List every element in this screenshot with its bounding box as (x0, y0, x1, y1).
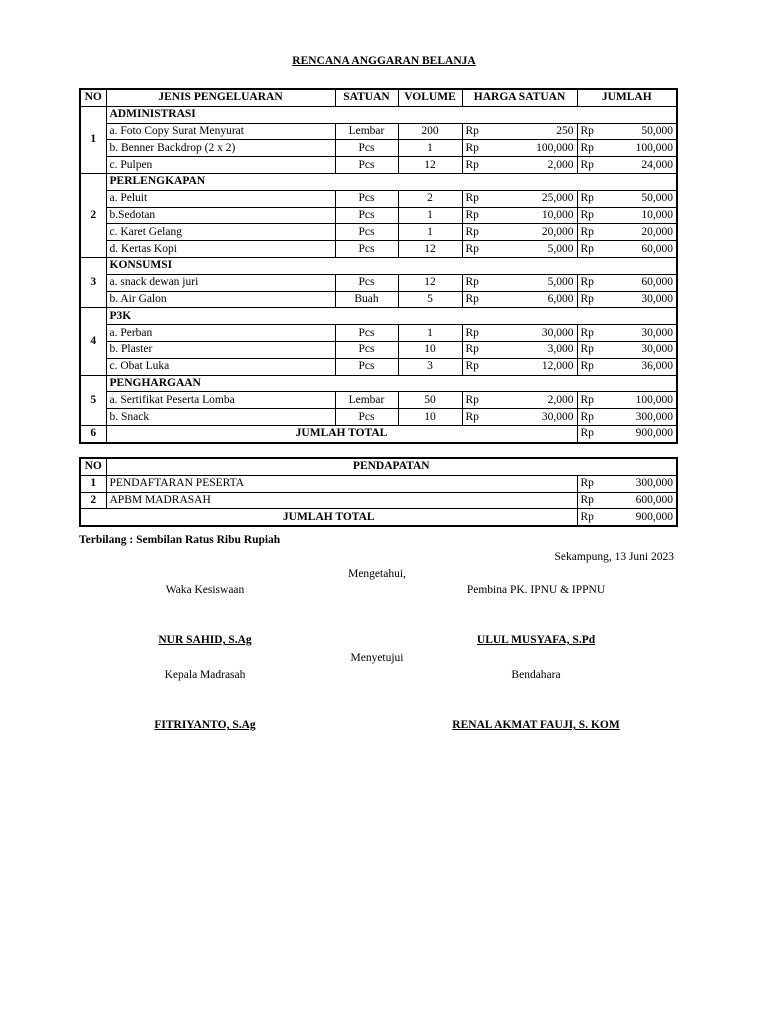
income-total-label: JUMLAH TOTAL (80, 509, 577, 526)
header-harga: HARGA SATUAN (462, 89, 577, 106)
item-satuan: Pcs (335, 274, 398, 291)
total-currency: Rp (577, 425, 605, 442)
total-value: 900,000 (605, 425, 677, 442)
item-jumlah-currency: Rp (577, 341, 605, 358)
item-satuan: Pcs (335, 341, 398, 358)
item-name: b. Plaster (106, 341, 335, 358)
item-jumlah: 60,000 (605, 274, 677, 291)
item-volume: 2 (398, 190, 462, 207)
income-total-currency: Rp (577, 509, 605, 526)
item-satuan: Lembar (335, 123, 398, 140)
total-number: 6 (80, 425, 106, 442)
item-jumlah-currency: Rp (577, 392, 605, 409)
item-name: a. Perban (106, 325, 335, 342)
item-harga: 2,000 (489, 157, 577, 174)
left-role-1: Waka Kesiswaan (165, 584, 245, 596)
item-harga: 6,000 (489, 291, 577, 308)
item-jumlah-currency: Rp (577, 157, 605, 174)
item-harga: 30,000 (489, 325, 577, 342)
item-name: b. Benner Backdrop (2 x 2) (106, 140, 335, 157)
item-jumlah: 60,000 (605, 241, 677, 258)
item-jumlah: 100,000 (605, 392, 677, 409)
item-satuan: Pcs (335, 190, 398, 207)
group-header-row (80, 106, 677, 123)
header-jumlah: JUMLAH (577, 89, 677, 106)
item-volume: 5 (398, 291, 462, 308)
item-volume: 12 (398, 157, 462, 174)
item-jumlah: 300,000 (605, 409, 677, 426)
item-volume: 10 (398, 409, 462, 426)
item-satuan: Pcs (335, 241, 398, 258)
income-body (80, 458, 677, 526)
item-volume: 200 (398, 123, 462, 140)
table-row (80, 409, 677, 426)
place-date: Sekampung, 13 Juni 2023 (554, 551, 674, 563)
item-jumlah: 30,000 (605, 341, 677, 358)
income-value: 600,000 (605, 492, 677, 509)
item-satuan: Pcs (335, 358, 398, 375)
item-volume: 1 (398, 140, 462, 157)
item-harga-currency: Rp (462, 140, 489, 157)
budget-total-row (80, 425, 677, 442)
table-row (80, 140, 677, 157)
income-header-label: PENDAPATAN (106, 458, 677, 475)
income-source: APBM MADRASAH (106, 492, 577, 509)
group-name: PERLENGKAPAN (106, 173, 677, 190)
budget-body (80, 106, 677, 442)
item-jumlah-currency: Rp (577, 140, 605, 157)
item-jumlah: 24,000 (605, 157, 677, 174)
item-name: a. Foto Copy Surat Menyurat (106, 123, 335, 140)
item-jumlah: 20,000 (605, 224, 677, 241)
table-row (80, 157, 677, 174)
income-total-value: 900,000 (605, 509, 677, 526)
left-role-2: Kepala Madrasah (164, 669, 246, 681)
item-name: a. snack dewan juri (106, 274, 335, 291)
total-label: JUMLAH TOTAL (106, 425, 577, 442)
terbilang-text: Terbilang : Sembilan Ratus Ribu Rupiah (79, 534, 281, 546)
item-volume: 12 (398, 274, 462, 291)
group-name: PENGHARGAAN (106, 375, 677, 392)
item-harga-currency: Rp (462, 224, 489, 241)
item-harga-currency: Rp (462, 392, 489, 409)
table-row (80, 274, 677, 291)
group-number: 5 (80, 375, 106, 425)
item-harga: 25,000 (489, 190, 577, 207)
item-jumlah-currency: Rp (577, 274, 605, 291)
table-row (80, 207, 677, 224)
item-harga: 12,000 (489, 358, 577, 375)
item-volume: 3 (398, 358, 462, 375)
item-name: c. Pulpen (106, 157, 335, 174)
item-harga-currency: Rp (462, 358, 489, 375)
item-name: c. Obat Luka (106, 358, 335, 375)
item-jumlah-currency: Rp (577, 325, 605, 342)
header-jenis: JENIS PENGELUARAN (106, 89, 335, 106)
income-currency: Rp (577, 492, 605, 509)
item-volume: 50 (398, 392, 462, 409)
item-harga-currency: Rp (462, 157, 489, 174)
group-header-row (80, 173, 677, 190)
income-row (80, 492, 677, 509)
table-row (80, 325, 677, 342)
item-satuan: Buah (335, 291, 398, 308)
income-number: 1 (80, 475, 106, 492)
income-header-row (80, 458, 677, 475)
income-currency: Rp (577, 475, 605, 492)
item-name: b.Sedotan (106, 207, 335, 224)
item-satuan: Pcs (335, 325, 398, 342)
item-name: a. Peluit (106, 190, 335, 207)
item-satuan: Pcs (335, 409, 398, 426)
item-jumlah: 30,000 (605, 325, 677, 342)
item-harga: 5,000 (489, 241, 577, 258)
item-harga: 5,000 (489, 274, 577, 291)
item-harga: 20,000 (489, 224, 577, 241)
item-jumlah: 50,000 (605, 190, 677, 207)
item-jumlah-currency: Rp (577, 409, 605, 426)
income-total-row (80, 509, 677, 526)
table-row (80, 358, 677, 375)
group-number: 3 (80, 257, 106, 307)
item-jumlah-currency: Rp (577, 224, 605, 241)
item-satuan: Pcs (335, 224, 398, 241)
item-harga-currency: Rp (462, 207, 489, 224)
group-name: P3K (106, 308, 677, 325)
item-jumlah: 100,000 (605, 140, 677, 157)
left-signatory-2: FITRIYANTO, S.Ag (154, 719, 256, 731)
group-header-row (80, 257, 677, 274)
item-volume: 10 (398, 341, 462, 358)
item-name: a. Sertifikat Peserta Lomba (106, 392, 335, 409)
item-jumlah: 36,000 (605, 358, 677, 375)
table-row (80, 123, 677, 140)
income-value: 300,000 (605, 475, 677, 492)
item-satuan: Pcs (335, 157, 398, 174)
item-name: b. Snack (106, 409, 335, 426)
income-row (80, 475, 677, 492)
item-jumlah: 10,000 (605, 207, 677, 224)
income-number: 2 (80, 492, 106, 509)
group-name: ADMINISTRASI (106, 106, 677, 123)
menyetujui-label: Menyetujui (350, 652, 404, 664)
group-number: 2 (80, 173, 106, 257)
group-header-row (80, 308, 677, 325)
item-harga-currency: Rp (462, 291, 489, 308)
right-signatory-2: RENAL AKMAT FAUJI, S. KOM (452, 719, 620, 731)
group-name: KONSUMSI (106, 257, 677, 274)
group-number: 4 (80, 308, 106, 375)
item-volume: 1 (398, 325, 462, 342)
income-header-no: NO (80, 458, 106, 475)
item-jumlah-currency: Rp (577, 291, 605, 308)
item-harga: 3,000 (489, 341, 577, 358)
budget-table (79, 88, 678, 444)
item-jumlah: 50,000 (605, 123, 677, 140)
item-harga: 10,000 (489, 207, 577, 224)
item-harga: 250 (489, 123, 577, 140)
group-number: 1 (80, 106, 106, 173)
item-satuan: Pcs (335, 207, 398, 224)
header-volume: VOLUME (398, 89, 462, 106)
header-no: NO (80, 89, 106, 106)
mengetahui-label: Mengetahui, (348, 568, 406, 580)
item-harga: 30,000 (489, 409, 577, 426)
right-role-2: Bendahara (511, 669, 561, 681)
item-harga-currency: Rp (462, 123, 489, 140)
item-satuan: Pcs (335, 140, 398, 157)
item-jumlah-currency: Rp (577, 190, 605, 207)
item-harga: 100,000 (489, 140, 577, 157)
table-row (80, 392, 677, 409)
item-harga-currency: Rp (462, 341, 489, 358)
item-harga-currency: Rp (462, 325, 489, 342)
item-harga: 2,000 (489, 392, 577, 409)
item-satuan: Lembar (335, 392, 398, 409)
right-role-1: Pembina PK. IPNU & IPPNU (466, 584, 606, 596)
header-satuan: SATUAN (335, 89, 398, 106)
table-row (80, 224, 677, 241)
table-row (80, 291, 677, 308)
item-jumlah-currency: Rp (577, 358, 605, 375)
item-jumlah: 30,000 (605, 291, 677, 308)
group-header-row (80, 375, 677, 392)
item-harga-currency: Rp (462, 409, 489, 426)
item-name: d. Kertas Kopi (106, 241, 335, 258)
item-harga-currency: Rp (462, 190, 489, 207)
item-volume: 1 (398, 207, 462, 224)
item-harga-currency: Rp (462, 274, 489, 291)
item-harga-currency: Rp (462, 241, 489, 258)
item-volume: 1 (398, 224, 462, 241)
item-name: c. Karet Gelang (106, 224, 335, 241)
item-jumlah-currency: Rp (577, 123, 605, 140)
document-title: RENCANA ANGGARAN BELANJA (292, 55, 476, 67)
table-row (80, 190, 677, 207)
right-signatory-1: ULUL MUSYAFA, S.Pd (476, 634, 596, 646)
left-signatory-1: NUR SAHID, S.Ag (158, 634, 252, 646)
table-row (80, 241, 677, 258)
budget-header-row (80, 89, 677, 106)
item-volume: 12 (398, 241, 462, 258)
item-jumlah-currency: Rp (577, 241, 605, 258)
income-source: PENDAFTARAN PESERTA (106, 475, 577, 492)
item-jumlah-currency: Rp (577, 207, 605, 224)
item-name: b. Air Galon (106, 291, 335, 308)
table-row (80, 341, 677, 358)
income-table (79, 457, 678, 527)
